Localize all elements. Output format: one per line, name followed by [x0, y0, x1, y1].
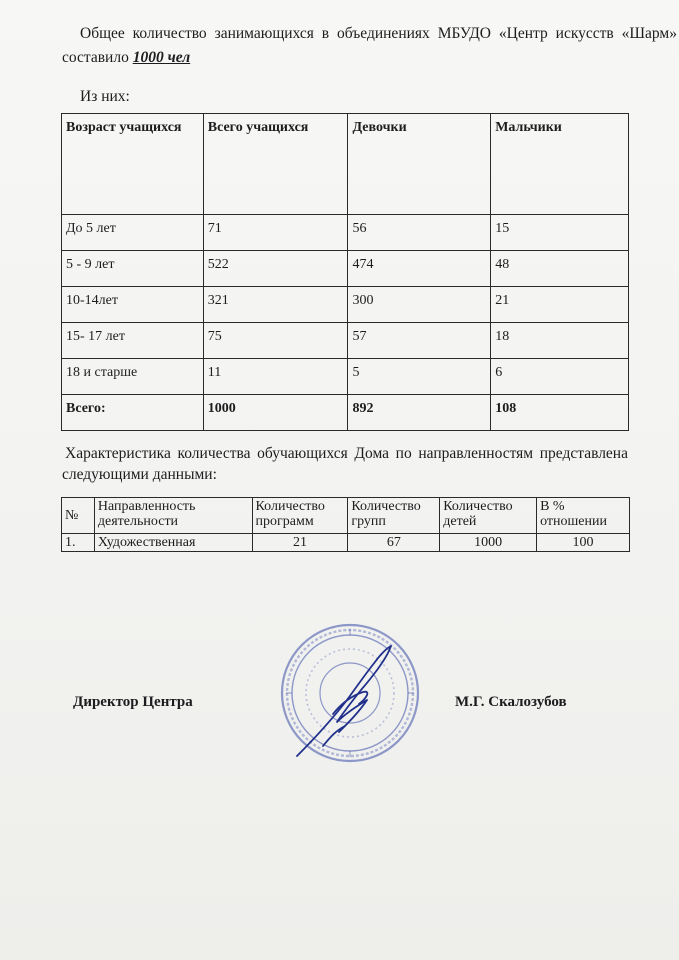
- header-direction: Направленность деятельности: [94, 498, 252, 534]
- cell-number: 1.: [62, 534, 95, 552]
- header-age: Возраст учащихся: [62, 114, 204, 215]
- of-them-label: Из них:: [80, 88, 130, 105]
- cell-total-all: 1000: [203, 395, 348, 431]
- cell-girls: 5: [348, 359, 491, 395]
- cell-total-label: Всего:: [62, 395, 204, 431]
- table-row: [62, 323, 629, 359]
- cell-total: 75: [203, 323, 348, 359]
- cell-total: 71: [203, 215, 348, 251]
- cell-girls: 56: [348, 215, 491, 251]
- cell-boys: 48: [491, 251, 629, 287]
- cell-girls: 474: [348, 251, 491, 287]
- official-stamp: [275, 618, 425, 768]
- cell-total-girls: 892: [348, 395, 491, 431]
- cell-age: 10-14лет: [62, 287, 204, 323]
- cell-boys: 6: [491, 359, 629, 395]
- cell-total: 11: [203, 359, 348, 395]
- cell-age: До 5 лет: [62, 215, 204, 251]
- table-row: [62, 287, 629, 323]
- header-boys: Мальчики: [491, 114, 629, 215]
- header-groups: Количество групп: [348, 498, 440, 534]
- signature-scribble: [297, 646, 391, 756]
- table-row: [62, 534, 630, 552]
- direction-table-header: [62, 498, 630, 534]
- header-programs: Количество программ: [252, 498, 348, 534]
- age-table: [61, 113, 629, 431]
- cell-total: 321: [203, 287, 348, 323]
- header-girls: Девочки: [348, 114, 491, 215]
- cell-age: 18 и старше: [62, 359, 204, 395]
- cell-percent: 100: [537, 534, 630, 552]
- cell-girls: 300: [348, 287, 491, 323]
- intro-paragraph: [62, 22, 677, 70]
- cell-total-boys: 108: [491, 395, 629, 431]
- cell-boys: 21: [491, 287, 629, 323]
- cell-boys: 18: [491, 323, 629, 359]
- cell-groups: 67: [348, 534, 440, 552]
- director-position: Директор Центра: [73, 694, 193, 710]
- age-table-header: [62, 114, 629, 215]
- cell-boys: 15: [491, 215, 629, 251]
- cell-girls: 57: [348, 323, 491, 359]
- total-amount: 1000 чел: [132, 49, 191, 66]
- header-number: №: [62, 498, 95, 534]
- header-percent: В % отношении: [537, 498, 630, 534]
- characteristic-paragraph: Характеристика количества обучающихся Дома по направленностям представлена следующими данными:: [62, 445, 628, 483]
- intro-text: Общее количество занимающихся в объединениях МБУДО «Центр искусств «Шарм» составило: [62, 25, 677, 66]
- table-row: [62, 251, 629, 287]
- cell-children: 1000: [440, 534, 537, 552]
- cell-direction: Художественная: [94, 534, 252, 552]
- table-total-row: [62, 395, 629, 431]
- header-total: Всего учащихся: [203, 114, 348, 215]
- direction-table: [61, 497, 630, 552]
- cell-programs: 21: [252, 534, 348, 552]
- director-name: М.Г. Скалозубов: [455, 694, 567, 710]
- cell-age: 5 - 9 лет: [62, 251, 204, 287]
- cell-total: 522: [203, 251, 348, 287]
- header-children: Количество детей: [440, 498, 537, 534]
- cell-age: 15- 17 лет: [62, 323, 204, 359]
- table-row: [62, 359, 629, 395]
- table-row: [62, 215, 629, 251]
